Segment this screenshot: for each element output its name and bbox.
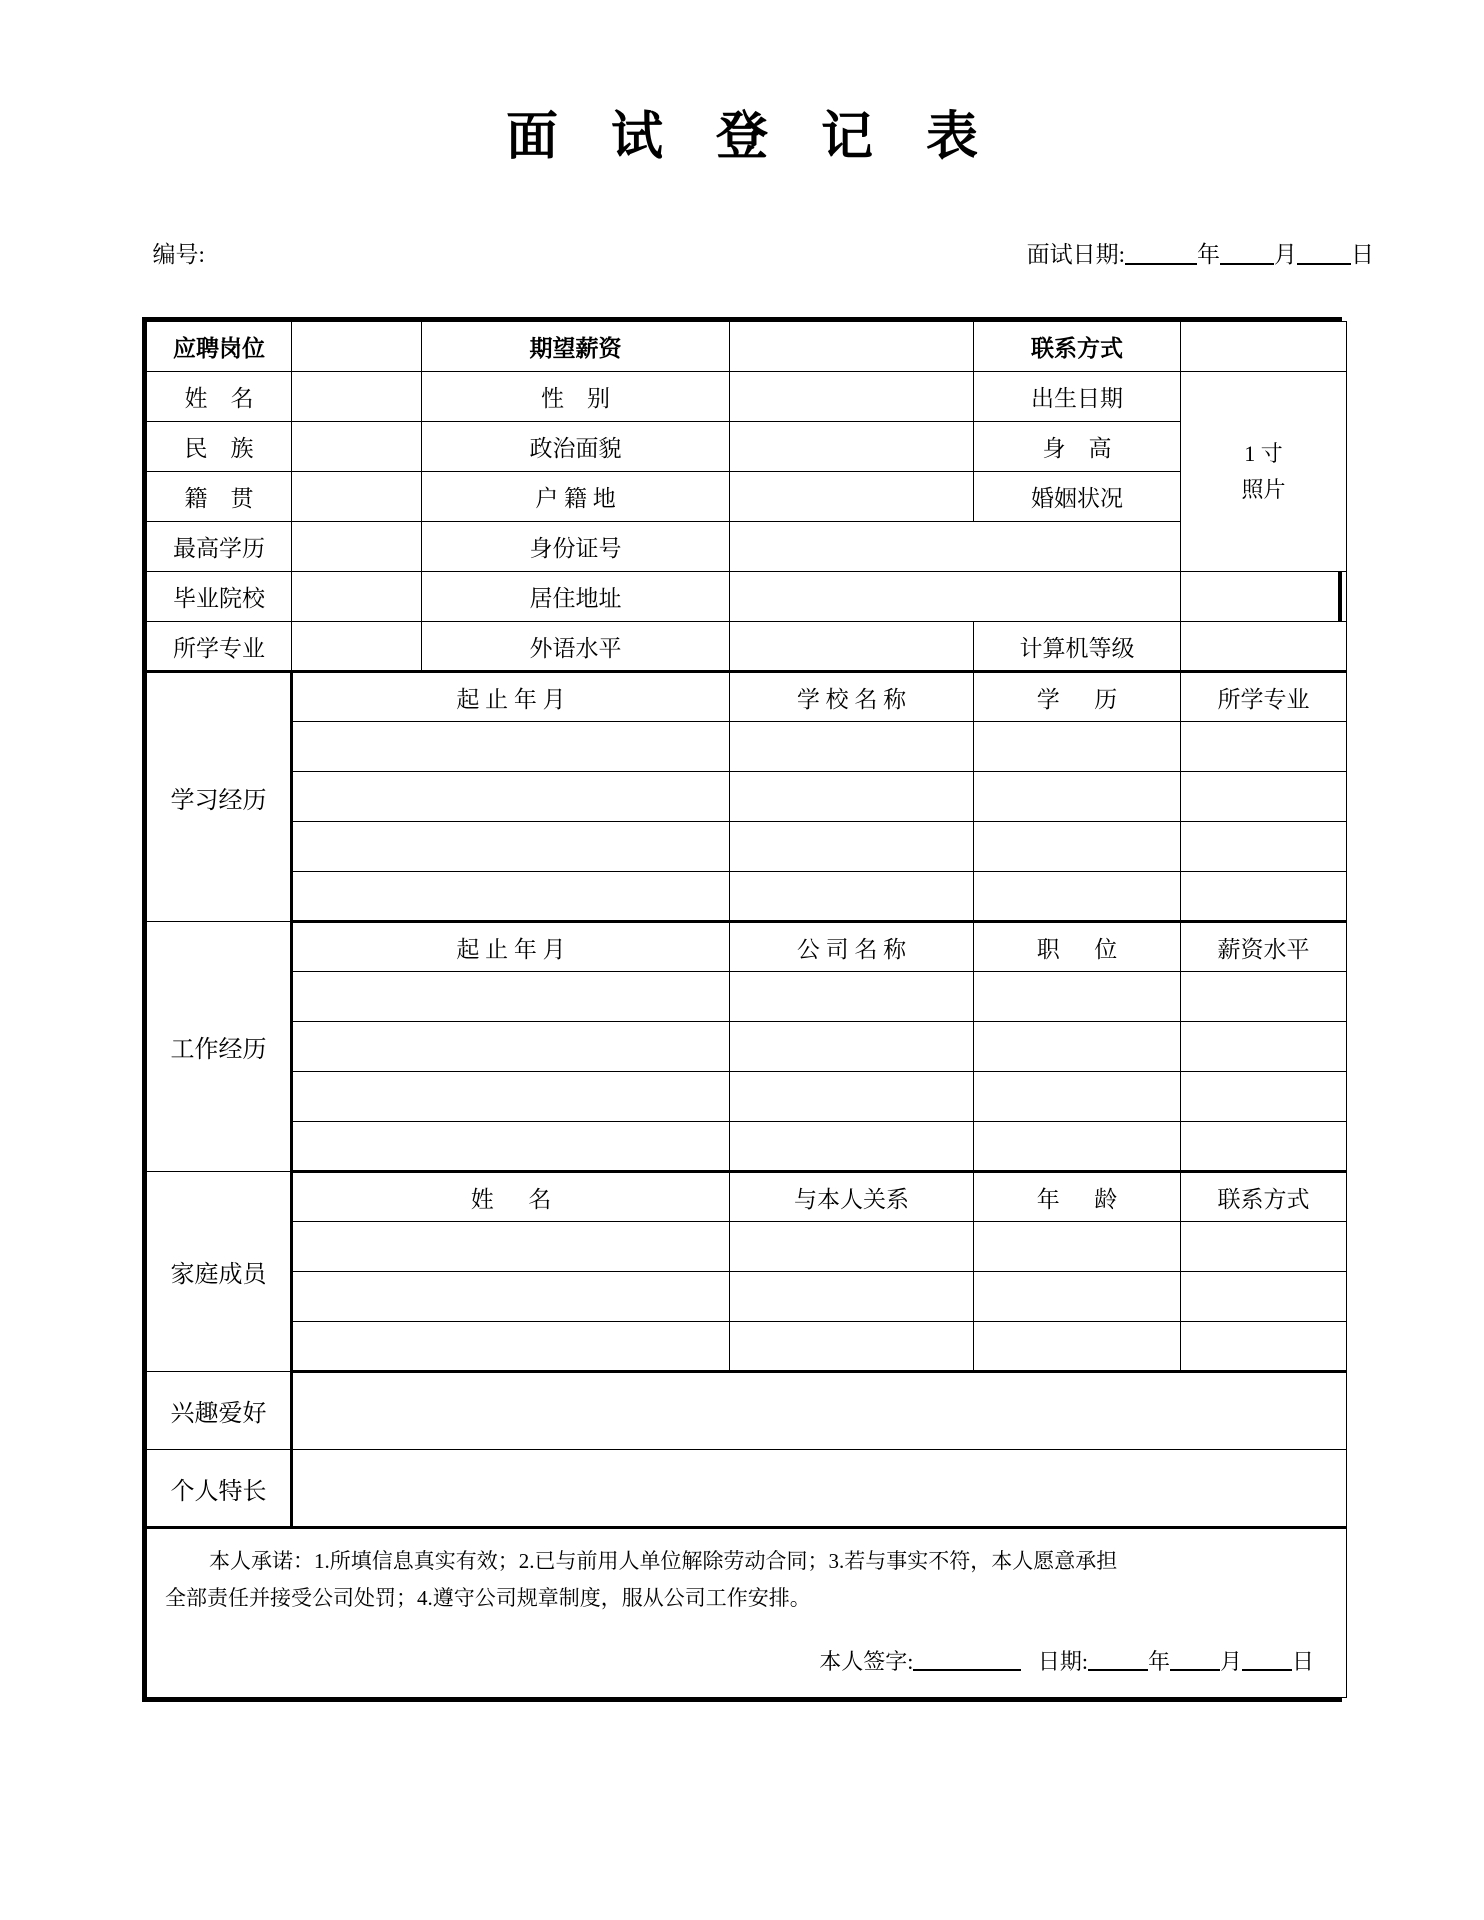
interview-date-field[interactable] (992, 210, 1374, 295)
interview-date-day-blank[interactable] (1297, 243, 1351, 265)
contact-label: 联系方式 (974, 322, 1181, 372)
work-salary-cell[interactable] (1181, 1022, 1347, 1072)
interview-date-label: 面试日期: (1026, 242, 1125, 267)
education-major-cell[interactable] (1181, 772, 1347, 822)
family-name-cell[interactable] (292, 1272, 730, 1322)
education-row (147, 772, 1347, 822)
work-company-cell[interactable] (730, 972, 974, 1022)
hobby-row (147, 1372, 1347, 1450)
education-school-cell[interactable] (730, 722, 974, 772)
family-relation-cell[interactable] (730, 1222, 974, 1272)
work-period-cell[interactable] (292, 1072, 730, 1122)
contact-value[interactable] (1181, 322, 1347, 372)
highest-education-label: 最高学历 (147, 522, 292, 572)
interview-date-day-unit: 日 (1351, 242, 1374, 267)
footer-date-day-blank[interactable] (1242, 1651, 1292, 1671)
family-contact-cell[interactable] (1181, 1272, 1347, 1322)
foreign-language-label: 外语水平 (422, 622, 730, 672)
work-company-cell[interactable] (730, 1122, 974, 1172)
footer-date-month-blank[interactable] (1170, 1651, 1220, 1671)
work-header-salary: 薪资水平 (1181, 922, 1347, 972)
specialty-value[interactable] (292, 1450, 1347, 1528)
education-school-cell[interactable] (730, 872, 974, 922)
marital-status-label: 婚姻状况 (974, 472, 1181, 522)
footer-date-year-blank[interactable] (1088, 1651, 1148, 1671)
family-row (147, 1272, 1347, 1322)
footer-date-day-unit: 日 (1291, 1648, 1314, 1674)
political-status-value[interactable] (730, 422, 974, 472)
expected-salary-label: 期望薪资 (422, 322, 730, 372)
specialty-row (147, 1450, 1347, 1528)
work-position-cell[interactable] (974, 1122, 1181, 1172)
family-header-age: 年 龄 (974, 1172, 1181, 1222)
family-name-cell[interactable] (292, 1222, 730, 1272)
family-header-name: 姓 名 (292, 1172, 730, 1222)
family-section-label: 家庭成员 (147, 1172, 292, 1372)
household-register-value[interactable] (730, 472, 974, 522)
work-period-cell[interactable] (292, 1022, 730, 1072)
education-major-cell[interactable] (1181, 872, 1347, 922)
family-age-cell[interactable] (974, 1272, 1181, 1322)
form-table-frame (142, 317, 1342, 1702)
name-label: 姓 名 (147, 372, 292, 422)
interview-date-month-unit: 月 (1274, 242, 1297, 267)
interview-date-year-blank[interactable] (1125, 243, 1197, 265)
signature-blank[interactable] (913, 1651, 1021, 1671)
family-row (147, 1222, 1347, 1272)
education-header-school: 学 校 名 称 (730, 672, 974, 722)
work-section-label: 工作经历 (147, 922, 292, 1172)
work-row (147, 1072, 1347, 1122)
table-row-name (147, 372, 1347, 422)
family-header-contact: 联系方式 (1181, 1172, 1347, 1222)
interview-date-month-blank[interactable] (1220, 243, 1274, 265)
work-period-cell[interactable] (292, 1122, 730, 1172)
work-row (147, 972, 1347, 1022)
photo-text: 照片 (1241, 476, 1286, 502)
graduate-school-value[interactable] (292, 572, 422, 622)
position-value[interactable] (292, 322, 422, 372)
commitment-cell (147, 1528, 1347, 1698)
education-header-degree: 学 历 (974, 672, 1181, 722)
commitment-line-1: 本人承诺：1.所填信息真实有效；2.已与前用人单位解除劳动合同；3.若与事实不符，本人愿意承担 (209, 1549, 1118, 1573)
foreign-language-value[interactable] (730, 622, 974, 672)
photo-placeholder[interactable] (1181, 372, 1347, 572)
household-register-label: 户 籍 地 (422, 472, 730, 522)
family-header-row (147, 1172, 1347, 1222)
native-place-value[interactable] (292, 472, 422, 522)
height-label: 身 高 (974, 422, 1181, 472)
work-header-company: 公 司 名 称 (730, 922, 974, 972)
family-relation-cell[interactable] (730, 1272, 974, 1322)
family-name-cell[interactable] (292, 1322, 730, 1372)
ethnicity-value[interactable] (292, 422, 422, 472)
work-position-cell[interactable] (974, 1022, 1181, 1072)
highest-education-value[interactable] (292, 522, 422, 572)
form-table (146, 321, 1347, 1698)
work-company-cell[interactable] (730, 1072, 974, 1122)
ethnicity-label: 民 族 (147, 422, 292, 472)
footer-date-label: 日期: (1037, 1648, 1088, 1674)
work-salary-cell[interactable] (1181, 972, 1347, 1022)
table-row-highest-education (147, 522, 1347, 572)
id-number-label: 身份证号 (422, 522, 730, 572)
computer-level-value[interactable] (1181, 622, 1347, 672)
family-contact-cell[interactable] (1181, 1322, 1347, 1372)
education-school-cell[interactable] (730, 772, 974, 822)
education-degree-cell[interactable] (974, 772, 1181, 822)
family-age-cell[interactable] (974, 1222, 1181, 1272)
education-row (147, 822, 1347, 872)
graduate-school-label: 毕业院校 (147, 572, 292, 622)
family-age-cell[interactable] (974, 1322, 1181, 1372)
commitment-line-2: 全部责任并接受公司处罚；4.遵守公司规章制度，服从公司工作安排。 (165, 1585, 811, 1610)
gender-label: 性 别 (422, 372, 730, 422)
family-contact-cell[interactable] (1181, 1222, 1347, 1272)
signature-label: 本人签字: (819, 1648, 914, 1674)
position-label: 应聘岗位 (147, 322, 292, 372)
work-company-cell[interactable] (730, 1022, 974, 1072)
table-row-major (147, 622, 1347, 672)
footer-date-month-unit: 月 (1219, 1648, 1242, 1674)
commitment-row (147, 1528, 1347, 1698)
hobby-value[interactable] (292, 1372, 1347, 1450)
education-school-cell[interactable] (730, 822, 974, 872)
expected-salary-value[interactable] (730, 322, 974, 372)
family-relation-cell[interactable] (730, 1322, 974, 1372)
serial-number-field[interactable] (118, 210, 205, 295)
family-row (147, 1322, 1347, 1372)
education-major-cell[interactable] (1181, 722, 1347, 772)
work-position-cell[interactable] (974, 972, 1181, 1022)
education-period-cell[interactable] (292, 722, 730, 772)
education-header-period: 起 止 年 月 (292, 672, 730, 722)
table-row-graduate-school (147, 572, 1347, 622)
education-period-cell[interactable] (292, 772, 730, 822)
page-title: 面 试 登 记 表 (505, 109, 998, 166)
political-status-label: 政治面貌 (422, 422, 730, 472)
work-header-period: 起 止 年 月 (292, 922, 730, 972)
education-row (147, 872, 1347, 922)
table-row-native-place (147, 472, 1347, 522)
interview-date-year-unit: 年 (1197, 242, 1220, 267)
meta-row (118, 210, 1374, 295)
education-period-cell[interactable] (292, 822, 730, 872)
signature-line (165, 1643, 1328, 1682)
work-salary-cell[interactable] (1181, 1072, 1347, 1122)
education-period-cell[interactable] (292, 872, 730, 922)
work-row (147, 1022, 1347, 1072)
education-header-major: 所学专业 (1181, 672, 1347, 722)
education-degree-cell[interactable] (974, 872, 1181, 922)
education-section-label: 学习经历 (147, 672, 292, 922)
residence-address-value[interactable] (730, 572, 1181, 622)
specialty-label: 个人特长 (147, 1450, 292, 1528)
major-value[interactable] (292, 622, 422, 672)
education-header-row (147, 672, 1347, 722)
work-header-position: 职 位 (974, 922, 1181, 972)
major-label: 所学专业 (147, 622, 292, 672)
hobby-label: 兴趣爱好 (147, 1372, 292, 1450)
birth-date-label: 出生日期 (974, 372, 1181, 422)
footer-date-year-unit: 年 (1147, 1648, 1170, 1674)
work-period-cell[interactable] (292, 972, 730, 1022)
name-value[interactable] (292, 372, 422, 422)
native-place-label: 籍 贯 (147, 472, 292, 522)
id-number-value[interactable] (730, 522, 1181, 572)
work-position-cell[interactable] (974, 1072, 1181, 1122)
work-header-row (147, 922, 1347, 972)
education-row (147, 722, 1347, 772)
serial-number-label: 编号: (152, 242, 205, 267)
photo-size-text: 1 寸 (1244, 441, 1283, 467)
table-row-position (147, 322, 1347, 372)
table-row-ethnicity (147, 422, 1347, 472)
work-row (147, 1122, 1347, 1172)
education-major-cell[interactable] (1181, 822, 1347, 872)
education-degree-cell[interactable] (974, 822, 1181, 872)
work-salary-cell[interactable] (1181, 1122, 1347, 1172)
gender-value[interactable] (730, 372, 974, 422)
residence-address-label: 居住地址 (422, 572, 730, 622)
education-degree-cell[interactable] (974, 722, 1181, 772)
computer-level-label: 计算机等级 (974, 622, 1181, 672)
family-header-relation: 与本人关系 (730, 1172, 974, 1222)
